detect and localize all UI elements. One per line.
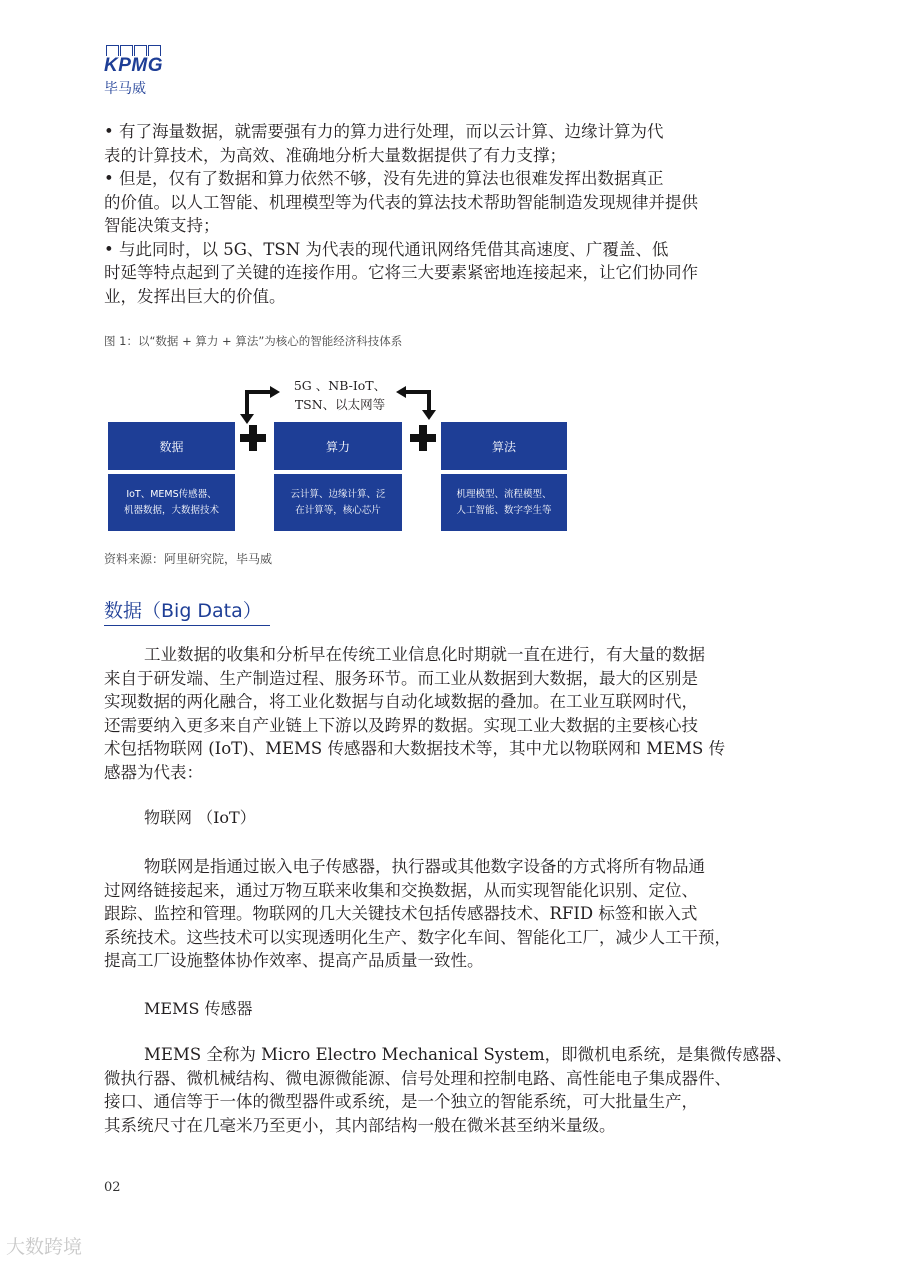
section-divider	[104, 625, 270, 626]
desc-line: 机理模型、流程模型、	[456, 488, 552, 500]
subheading-mems: MEMS 传感器	[144, 999, 253, 1018]
text-line: 还需要纳入更多来自产业链上下游以及跨界的数据。实现工业大数据的主要核心技	[104, 715, 698, 735]
bullet-list	[104, 120, 798, 308]
text-line: 微执行器、微机械结构、微电源微能源、信号处理和控制电路、高性能电子集成器件、	[104, 1068, 731, 1088]
paragraph-big-data	[104, 643, 798, 784]
text-line: 业，发挥出巨大的价值。	[104, 286, 286, 306]
network-label-line: TSN、以太网等	[294, 397, 386, 412]
bullet-item	[104, 167, 798, 238]
logo-chinese-name: 毕马威	[104, 81, 146, 97]
text-line: 时延等特点起到了关键的连接作用。它将三大要素紧密地连接起来，让它们协同作	[104, 263, 698, 282]
text-line: MEMS 全称为 Micro Electro Mechanical System，即微机电系统，是集微传感器、	[144, 1045, 793, 1064]
text-line: 过网络链接起来，通过万物互联来收集和交换数据，从而实现智能化识别、定位、	[104, 880, 698, 900]
text-line: 接口、通信等于一体的微型器件或系统，是一个独立的智能系统，可大批量生产，	[104, 1092, 698, 1111]
bullet-item	[104, 238, 798, 309]
text-line: • 有了海量数据，就需要强有力的算力进行处理，而以云计算、边缘计算为代	[104, 122, 664, 141]
box-algorithm-title: 算法	[441, 422, 567, 470]
figure-diagram	[104, 370, 574, 540]
text-line: 物联网是指通过嵌入电子传感器，执行器或其他数字设备的方式将所有物品通	[144, 857, 705, 876]
page-number: 02	[104, 1180, 121, 1195]
box-algorithm-desc	[441, 474, 567, 531]
figure-source: 资料来源：阿里研究院，毕马威	[104, 552, 273, 566]
text-line: • 与此同时，以 5G、TSN 为代表的现代通讯网络凭借其高速度、广覆盖、低	[104, 239, 669, 259]
paragraph-mems	[104, 1043, 798, 1137]
desc-line: 在计算等，核心芯片	[295, 504, 381, 516]
box-data-desc	[108, 474, 235, 531]
text-line: 系统技术。这些技术可以实现透明化生产、数字化车间、智能化工厂，减少人工干预，	[104, 927, 731, 947]
watermark: 大数跨境	[6, 1236, 83, 1258]
text-line: 跟踪、监控和管理。物联网的几大关键技术包括传感器技术、RFID 标签和嵌入式	[104, 904, 698, 923]
text-line: 智能决策支持；	[104, 216, 220, 235]
network-label	[280, 376, 400, 414]
text-line: 感器为代表：	[104, 762, 203, 782]
desc-line: IoT、MEMS传感器、	[126, 488, 217, 500]
arrow-down-icon	[422, 410, 436, 420]
box-compute-title: 算力	[274, 422, 402, 470]
section-title: 数据（Big Data）	[104, 600, 262, 622]
text-line: 提高工厂设施整体协作效率、提高产品质量一致性。	[104, 951, 484, 970]
text-line: 术包括物联网 (IoT)、MEMS 传感器和大数据技术等，其中尤以物联网和 MEMS 传	[104, 739, 726, 758]
box-compute-desc	[274, 474, 402, 531]
arrow-down-icon	[240, 414, 254, 424]
text-line: 其系统尺寸在几毫米乃至更小，其内部结构一般在微米甚至纳米量级。	[104, 1115, 616, 1135]
text-line: 实现数据的两化融合，将工业化数据与自动化域数据的叠加。在工业互联网时代，	[104, 692, 698, 711]
plus-icon	[240, 425, 266, 451]
figure-caption: 图 1：以“数据 + 算力 + 算法”为核心的智能经济科技体系	[104, 334, 403, 348]
box-data-title: 数据	[108, 422, 235, 470]
bullet-item	[104, 120, 798, 167]
text-line: 工业数据的收集和分析早在传统工业信息化时期就一直在进行，有大量的数据	[144, 645, 705, 664]
desc-line: 机器数据，大数据技术	[123, 504, 219, 516]
text-line: 表的计算技术，为高效、准确地分析大量数据提供了有力支撑；	[104, 145, 566, 165]
desc-line: 云计算、边缘计算、泛	[290, 488, 386, 500]
desc-line: 人工智能、数字孪生等	[456, 504, 552, 516]
paragraph-iot	[104, 855, 798, 973]
text-line: 来自于研发端、生产制造过程、服务环节。而工业从数据到大数据，最大的区别是	[104, 668, 698, 688]
plus-icon	[410, 425, 436, 451]
logo-boxes-icon	[106, 45, 161, 56]
text-line: 的价值。以人工智能、机理模型等为代表的算法技术帮助智能制造发现规律并提供	[104, 192, 698, 212]
subheading-iot: 物联网 （IoT）	[144, 808, 256, 827]
network-label-line: 5G 、NB-IoT、	[293, 378, 387, 393]
kpmg-logo	[104, 56, 163, 98]
arrow-right-icon	[270, 386, 280, 398]
text-line: • 但是，仅有了数据和算力依然不够，没有先进的算法也很难发挥出数据真正	[104, 169, 664, 188]
logo-wordmark: KPMG	[104, 55, 163, 76]
